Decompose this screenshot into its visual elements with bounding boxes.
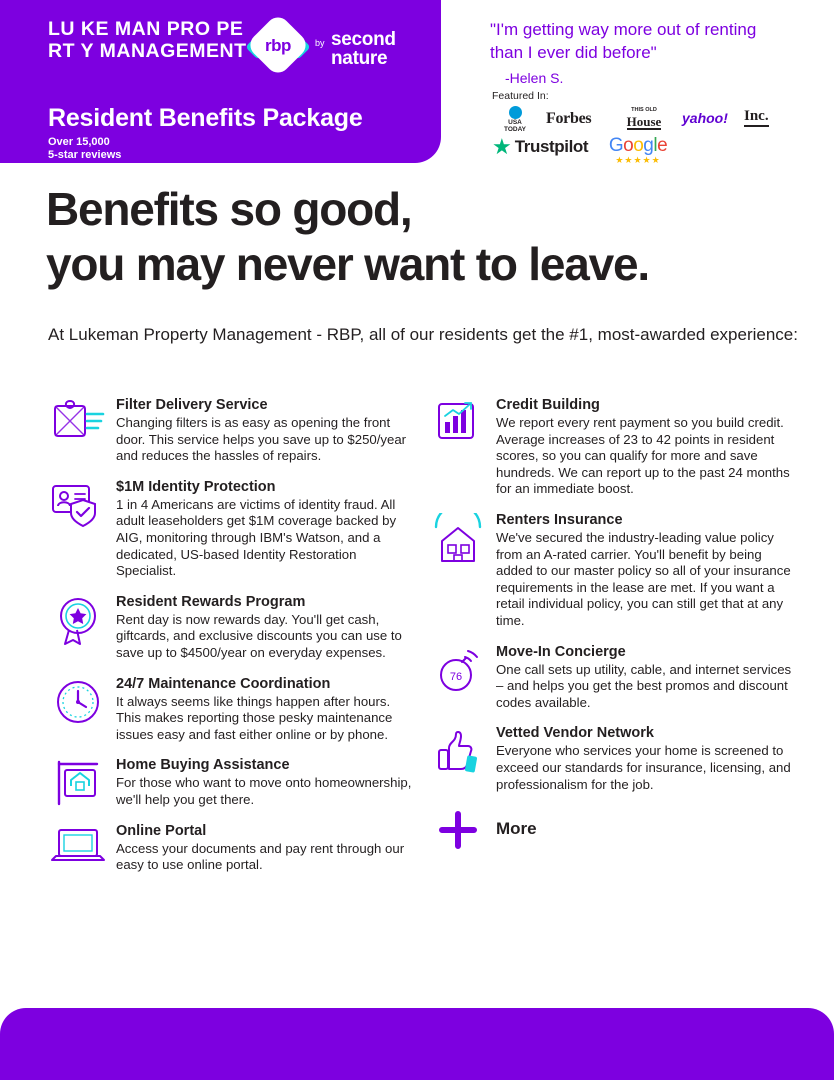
- this-old-house-logo: THIS OLD House: [626, 107, 662, 129]
- renters-insurance-icon: [420, 511, 496, 630]
- benefit-item: [40, 822, 420, 874]
- benefit-description: Rent day is now rewards day. You'll get cash, giftcards, and exclusive discounts you can use to save up to $4500/year on everyday expenses.: [116, 611, 402, 660]
- page-footer: [0, 1008, 834, 1080]
- reviews-badge: Over 15,000 5-star reviews: [48, 136, 122, 161]
- clock-icon: [40, 675, 116, 744]
- benefit-title: Filter Delivery Service: [116, 397, 268, 413]
- featured-in-label: Featured In:: [492, 90, 549, 102]
- benefit-item: [420, 396, 800, 498]
- benefit-description: It always seems like things happen after hours. This makes reporting those pesky maintenance issues easy and fast either online or by phone.: [116, 693, 393, 742]
- google-stars: ★★★★★: [615, 155, 661, 165]
- benefit-title: Credit Building: [496, 397, 600, 413]
- rewards-badge-icon: [40, 593, 116, 662]
- testimonial-author: -Helen S.: [505, 70, 564, 86]
- benefit-item: [40, 396, 420, 465]
- headline-line-1: Benefits so good,: [46, 183, 412, 235]
- move-in-concierge-icon: [420, 643, 496, 712]
- rbp-second-nature-logo: [247, 20, 407, 76]
- benefit-title: 24/7 Maintenance Coordination: [116, 675, 331, 692]
- benefit-description: For those who want to move onto homeownership, we'll help you get there.: [116, 775, 412, 807]
- credit-chart-icon: [420, 396, 496, 498]
- benefit-description: Everyone who services your home is screened to exceed our standards for insurance, licensing, and professionalism for the job.: [496, 743, 791, 792]
- inc-logo: Inc.: [744, 108, 769, 127]
- benefit-title: $1M Identity Protection: [116, 478, 276, 495]
- benefit-item: [40, 675, 420, 744]
- benefit-description: We've secured the industry-leading value policy from an A-rated carrier. You'll benefit by being added to our master policy so all of your insurance requirements in the lease are met. If you want a retail individual policy, you can still get that at any time.: [496, 529, 791, 628]
- more-benefits-row: [420, 806, 800, 852]
- home-sign-icon: [40, 756, 116, 808]
- testimonial-quote: "I'm getting way more out of renting than I ever did before": [490, 20, 757, 62]
- benefit-description: Changing filters is as easy as opening the front door. This service helps you save up to $250/year and reduces the hassles of repairs.: [116, 415, 407, 464]
- headline-line-2: you may never want to leave.: [46, 238, 649, 290]
- benefit-title: Online Portal: [116, 822, 207, 839]
- rbp-badge-icon: [247, 20, 309, 76]
- forbes-logo: Forbes: [546, 110, 592, 127]
- svg-text:76: 76: [449, 670, 463, 683]
- press-logos: [492, 106, 792, 132]
- benefit-title: Move-In Concierge: [496, 643, 626, 660]
- benefit-description: One call sets up utility, cable, and internet services – and helps you get the best promos and discount codes available.: [496, 661, 792, 710]
- benefits-column-right: [420, 396, 800, 865]
- by-label: by: [315, 38, 325, 48]
- rating-logos: [492, 136, 792, 166]
- trustpilot-star-icon: ★: [492, 134, 512, 159]
- benefit-title: Resident Rewards Program: [116, 593, 306, 610]
- laptop-icon: [40, 822, 116, 874]
- company-name: LU KE MAN PRO PE RT Y MANAGEMENT: [48, 18, 247, 62]
- benefit-item: [40, 478, 420, 580]
- trustpilot-label: Trustpilot: [514, 137, 589, 156]
- more-label: More: [496, 819, 537, 839]
- benefit-item: [420, 724, 800, 793]
- yahoo-logo: yahoo!: [682, 110, 728, 126]
- google-logo: Google ★★★★★: [598, 136, 678, 165]
- filter-delivery-icon: [40, 396, 116, 465]
- plus-icon: [420, 806, 496, 852]
- benefit-item: [420, 511, 800, 630]
- benefit-title: Renters Insurance: [496, 511, 623, 528]
- benefit-title: Vetted Vendor Network: [496, 725, 654, 742]
- identity-protection-icon: [40, 478, 116, 580]
- package-title: Resident Benefits Package: [48, 104, 363, 132]
- benefit-item: [40, 756, 420, 808]
- trustpilot-logo: [492, 136, 588, 158]
- benefit-description: 1 in 4 Americans are victims of identity fraud. All adult leaseholders get $1M coverage backed by AIG, monitoring through IBM's Watson, and a dedicated, US-based Identity Restoration Specialist.: [116, 496, 397, 579]
- page-subheading: At Lukeman Property Management - RBP, all of our residents get the #1, most-awarded experience:: [48, 325, 798, 344]
- benefit-title: Home Buying Assistance: [116, 757, 290, 774]
- second-nature-label: second nature: [331, 29, 396, 69]
- benefit-item: [420, 643, 800, 712]
- benefit-item: [40, 593, 420, 662]
- benefit-description: We report every rent payment so you build credit. Average increases of 23 to 42 points in resident scores, so you can qualify for more and save hundreds. We can report up to the past 24 months for an immediate boost.: [496, 415, 790, 497]
- page-header: [0, 0, 834, 166]
- usa-today-logo: USA TODAY: [492, 106, 538, 133]
- thumbs-up-icon: [420, 724, 496, 793]
- benefits-column-left: [40, 396, 420, 887]
- page-headline: [46, 182, 816, 292]
- rbp-mark-label: rbp: [265, 36, 291, 55]
- benefit-description: Access your documents and pay rent through our easy to use online portal.: [116, 840, 405, 873]
